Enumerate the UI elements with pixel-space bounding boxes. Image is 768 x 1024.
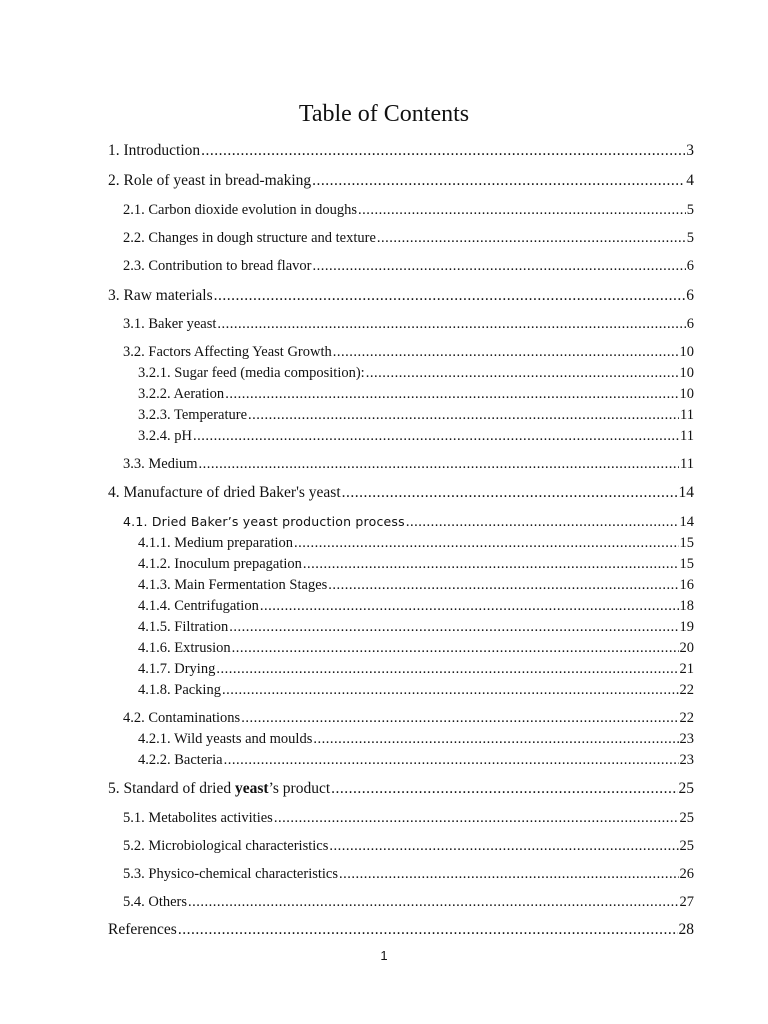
toc-entry[interactable] <box>138 638 694 658</box>
toc-entry-label: 1. Introduction <box>108 142 201 159</box>
toc-entry-label: 5.4. Others <box>123 894 188 910</box>
toc-entry-page: 6 <box>686 316 694 332</box>
toc-entry-page: 6 <box>686 258 694 274</box>
dot-leader <box>224 750 679 770</box>
toc-entry-page: 25 <box>679 838 694 854</box>
dot-leader <box>248 405 679 425</box>
dot-leader <box>328 575 678 595</box>
toc-entry-label: 4.1.8. Packing <box>138 682 221 698</box>
toc-entry-label: 3.3. Medium <box>123 456 198 472</box>
dot-leader <box>188 892 678 912</box>
toc-entry[interactable] <box>123 256 694 276</box>
toc-entry-page: 14 <box>679 514 694 530</box>
toc-entry-page: 4 <box>686 172 694 189</box>
toc-entry-page: 23 <box>679 731 694 747</box>
toc-entry[interactable] <box>123 228 694 248</box>
toc-entry-page: 15 <box>679 556 694 572</box>
toc-entry[interactable] <box>138 680 694 700</box>
toc-entry-label: 2. Role of yeast in bread-making <box>108 172 312 189</box>
toc-entry[interactable] <box>123 342 694 362</box>
dot-leader <box>232 638 679 658</box>
toc-entry-label: 5.2. Microbiological characteristics <box>123 838 329 854</box>
page-title: Table of Contents <box>298 101 470 127</box>
toc-entry[interactable] <box>108 483 694 503</box>
toc-entry[interactable] <box>108 171 694 191</box>
toc-entry-page: 20 <box>679 640 694 656</box>
toc-entry-page: 5 <box>686 230 694 246</box>
toc-entry-label: 5.1. Metabolites activities <box>123 810 273 826</box>
toc-entry[interactable] <box>123 314 694 334</box>
toc-entry-page: 22 <box>679 682 694 698</box>
toc-entry-label: 4.1.6. Extrusion <box>138 640 231 656</box>
toc-entry-page: 28 <box>678 921 694 938</box>
toc-entry-label: 5.3. Physico-chemical characteristics <box>123 866 339 882</box>
toc-entry[interactable] <box>138 750 694 770</box>
toc-entry-page: 10 <box>679 365 694 381</box>
dot-leader <box>225 384 678 404</box>
dot-leader <box>331 779 677 799</box>
dot-leader <box>339 864 678 884</box>
dot-leader <box>217 314 685 334</box>
toc-entry[interactable] <box>123 200 694 220</box>
toc-entry-label: 4.1.7. Drying <box>138 661 216 677</box>
toc-entry[interactable] <box>138 363 694 383</box>
toc-entry-label: References <box>108 921 177 938</box>
dot-leader <box>329 836 678 856</box>
dot-leader <box>313 729 678 749</box>
toc-entry-page: 18 <box>679 598 694 614</box>
toc-entry-page: 27 <box>679 894 694 910</box>
toc-entry-page: 11 <box>680 407 694 423</box>
toc-entry[interactable] <box>123 454 694 474</box>
toc-entry-page: 15 <box>679 535 694 551</box>
toc-entry-page: 14 <box>678 484 694 501</box>
toc-entry-label: 4.1.5. Filtration <box>138 619 229 635</box>
dot-leader <box>260 596 679 616</box>
toc-entry[interactable] <box>138 554 694 574</box>
toc-entry-page: 22 <box>679 710 694 726</box>
toc-entry[interactable] <box>138 596 694 616</box>
dot-leader <box>229 617 678 637</box>
toc-entry-page: 11 <box>680 456 694 472</box>
toc-entry-label: 3.2. Factors Affecting Yeast Growth <box>123 344 332 360</box>
dot-leader <box>222 680 679 700</box>
toc-entry-label: 4.1. Dried Baker’s yeast production process <box>123 514 405 529</box>
toc-entry-label: 4.2. Contaminations <box>123 710 241 726</box>
toc-entry[interactable] <box>108 286 694 306</box>
toc-entry-page: 5 <box>686 202 694 218</box>
toc-entry[interactable] <box>123 512 694 532</box>
toc-entry-page: 26 <box>679 866 694 882</box>
dot-leader <box>294 533 678 553</box>
dot-leader <box>199 454 680 474</box>
toc-entry-label: 4.1.4. Centrifugation <box>138 598 259 614</box>
dot-leader <box>342 483 678 503</box>
dot-leader <box>216 659 678 679</box>
dot-leader <box>193 426 679 446</box>
toc-entry-label: 3.2.1. Sugar feed (media composition): <box>138 365 365 381</box>
toc-entry-page: 11 <box>680 428 694 444</box>
toc-entry-label: 4.1.1. Medium preparation <box>138 535 294 551</box>
toc-entry-page: 25 <box>678 780 694 797</box>
toc-entry-label: 3.2.3. Temperature <box>138 407 248 423</box>
toc-entry[interactable] <box>108 920 694 940</box>
toc-entry-page: 6 <box>686 287 694 304</box>
toc-entry-label: 3. Raw materials <box>108 287 213 304</box>
page-number: 1 <box>380 948 388 963</box>
dot-leader <box>241 708 678 728</box>
toc-entry-page: 21 <box>679 661 694 677</box>
toc-entry[interactable] <box>138 384 694 404</box>
toc-entry-label: 4.1.3. Main Fermentation Stages <box>138 577 328 593</box>
toc-entry[interactable] <box>138 575 694 595</box>
toc-entry[interactable] <box>108 141 694 161</box>
toc-entry[interactable] <box>138 729 694 749</box>
dot-leader <box>333 342 679 362</box>
toc-entry-label: 3.2.4. pH <box>138 428 192 444</box>
toc-entry[interactable] <box>108 779 694 799</box>
toc-entry[interactable] <box>123 864 694 884</box>
toc-entry[interactable] <box>123 892 694 912</box>
toc-entry-label: 3.2.2. Aeration <box>138 386 225 402</box>
toc-entry-label: 5. Standard of dried yeast’s product <box>108 780 331 797</box>
toc-entry-label: 2.3. Contribution to bread flavor <box>123 258 312 274</box>
dot-leader <box>178 920 678 940</box>
dot-leader <box>358 200 686 220</box>
toc-entry-label: 4.2.2. Bacteria <box>138 752 223 768</box>
dot-leader <box>406 512 679 532</box>
toc-entry-page: 3 <box>686 142 694 159</box>
toc-entry[interactable] <box>123 708 694 728</box>
dot-leader <box>214 286 686 306</box>
toc-entry[interactable] <box>138 426 694 446</box>
dot-leader <box>312 256 685 276</box>
toc-entry[interactable] <box>138 533 694 553</box>
toc-entry-page: 10 <box>679 386 694 402</box>
dot-leader <box>312 171 685 191</box>
dot-leader <box>366 363 679 383</box>
toc-entry-page: 16 <box>679 577 694 593</box>
toc-entry-label: 4.1.2. Inoculum prepagation <box>138 556 302 572</box>
toc-entry-label: 4.2.1. Wild yeasts and moulds <box>138 731 313 747</box>
toc-entry-page: 19 <box>679 619 694 635</box>
toc-entry-page: 10 <box>679 344 694 360</box>
toc-entry[interactable] <box>138 617 694 637</box>
toc-entry-label: 2.2. Changes in dough structure and texture <box>123 230 376 246</box>
toc-entry[interactable] <box>123 836 694 856</box>
dot-leader <box>377 228 686 248</box>
dot-leader <box>274 808 679 828</box>
toc-entry-page: 23 <box>679 752 694 768</box>
toc-entry-label: 2.1. Carbon dioxide evolution in doughs <box>123 202 357 218</box>
toc-entry[interactable] <box>123 808 694 828</box>
toc-entry-page: 25 <box>679 810 694 826</box>
toc-entry[interactable] <box>138 659 694 679</box>
toc-entry[interactable] <box>138 405 694 425</box>
toc-entry-label: 4. Manufacture of dried Baker's yeast <box>108 484 341 501</box>
dot-leader <box>303 554 679 574</box>
dot-leader <box>201 141 685 161</box>
toc-entry-label: 3.1. Baker yeast <box>123 316 217 332</box>
